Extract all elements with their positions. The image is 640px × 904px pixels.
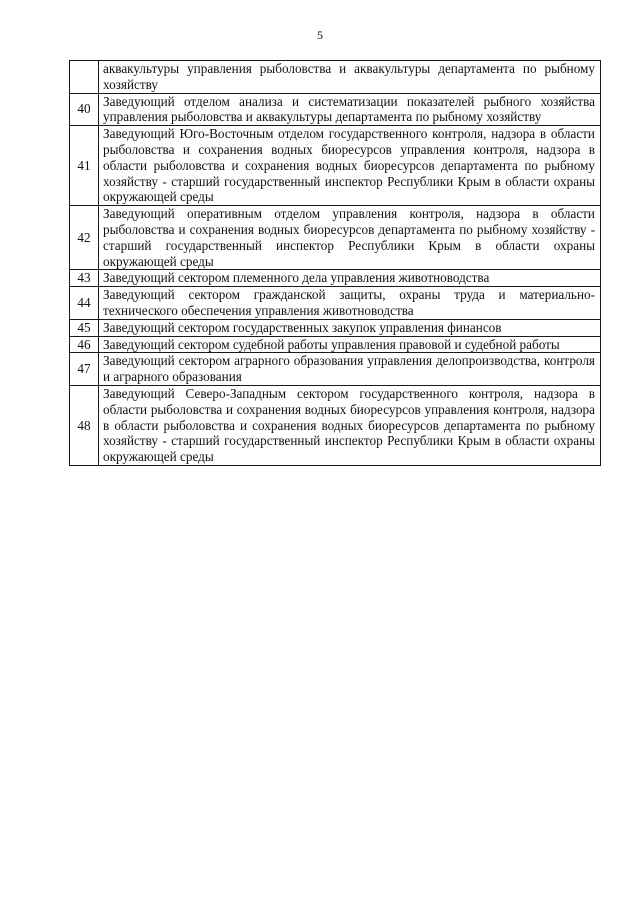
row-number: 48 [70, 385, 99, 465]
table-row [70, 287, 601, 320]
table-row [70, 385, 601, 465]
row-position-text: Заведующий сектором государственных закупок управления финансов [99, 319, 601, 336]
table-row [70, 353, 601, 386]
row-position-text: Заведующий сектором судебной работы управления правовой и судебной работы [99, 336, 601, 353]
row-number: 41 [70, 126, 99, 206]
row-position-text: Заведующий сектором аграрного образования управления делопроизводства, контроля и аграрного образования [99, 353, 601, 386]
row-position-text: Заведующий сектором племенного дела управления животноводства [99, 270, 601, 287]
positions-table [69, 60, 601, 466]
table-row [70, 206, 601, 270]
row-number: 47 [70, 353, 99, 386]
row-number [70, 61, 99, 94]
row-position-text: Заведующий сектором гражданской защиты, охраны труда и материально-технического обеспечения управления животноводства [99, 287, 601, 320]
table-row [70, 336, 601, 353]
row-number: 43 [70, 270, 99, 287]
row-position-text: Заведующий оперативным отделом управления контроля, надзора в области рыболовства и сохранения водных биоресурсов департамента по рыбному хозяйству - старший государственный инспектор Республики Крым в области охраны окружающей среды [99, 206, 601, 270]
table-row [70, 126, 601, 206]
row-number: 46 [70, 336, 99, 353]
table-row [70, 93, 601, 126]
row-number: 42 [70, 206, 99, 270]
row-position-text: Заведующий Юго-Восточным отделом государственного контроля, надзора в области рыболовства и сохранения водных биоресурсов управления контроля, надзора в области рыболовства и сохранения водных биоресурсов департамента по рыбному хозяйству - старший государственный инспектор Республики Крым в области охраны окружающей среды [99, 126, 601, 206]
row-number: 40 [70, 93, 99, 126]
row-number: 44 [70, 287, 99, 320]
row-position-text: аквакультуры управления рыболовства и аквакультуры департамента по рыбному хозяйству [99, 61, 601, 94]
table-row [70, 319, 601, 336]
row-position-text: Заведующий отделом анализа и систематизации показателей рыбного хозяйства управления рыболовства и аквакультуры департамента по рыбному хозяйству [99, 93, 601, 126]
table-row [70, 61, 601, 94]
row-number: 45 [70, 319, 99, 336]
table-row [70, 270, 601, 287]
row-position-text: Заведующий Северо-Западным сектором государственного контроля, надзора в области рыболовства и сохранения водных биоресурсов управления контроля, надзора в области рыболовства и сохранения водных биоресурсов департамента по рыбному хозяйству - старший государственный инспектор Республики Крым в области охраны окружающей среды [99, 385, 601, 465]
page-number: 5 [317, 28, 323, 42]
